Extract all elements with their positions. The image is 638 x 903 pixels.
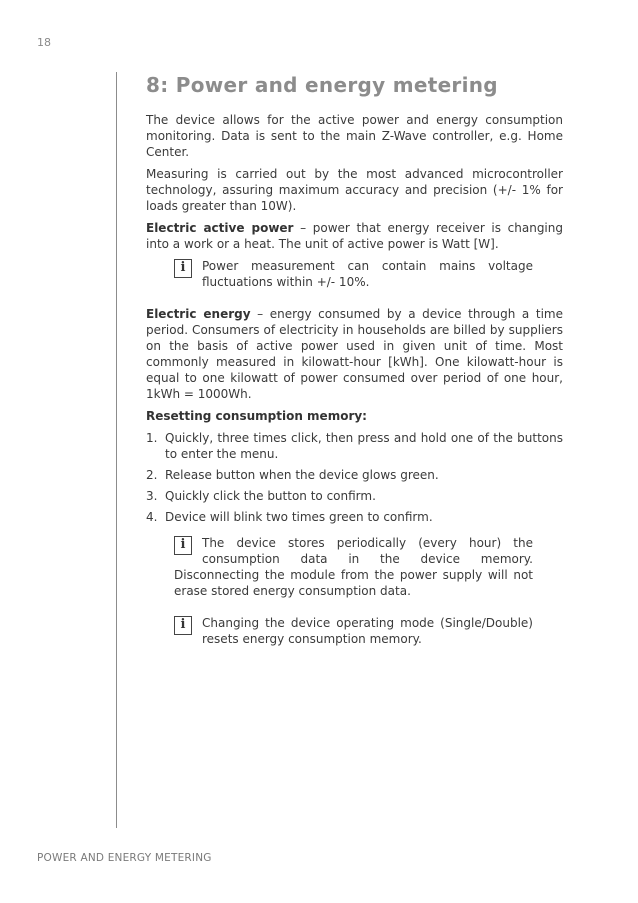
margin-rule	[116, 72, 117, 828]
reset-heading: Resetting consumption memory:	[146, 409, 367, 423]
step-text: Device will blink two times green to confirm.	[165, 510, 433, 524]
step-number: 4.	[146, 510, 158, 524]
energy-term: Electric energy	[146, 307, 251, 321]
step-text: Quickly, three times click, then press and hold one of the buttons to enter the menu.	[165, 431, 563, 461]
info-icon: i	[174, 259, 192, 278]
reset-steps-list	[146, 430, 563, 525]
list-item	[146, 509, 563, 525]
step-text: Quickly click the button to confirm.	[165, 489, 376, 503]
intro-paragraph: The device allows for the active power and energy consumption monitoring. Data is sent to the main Z-Wave controller, e.g. Home Center.	[146, 113, 563, 159]
step-number: 2.	[146, 468, 158, 482]
step-text: Release button when the device glows green.	[165, 468, 439, 482]
list-item	[146, 467, 563, 483]
info-note-voltage	[174, 258, 533, 290]
measuring-paragraph: Measuring is carried out by the most advanced microcontroller technology, assuring maximum accuracy and precision (+/- 1% for loads greater than 10W).	[146, 167, 563, 213]
info-icon: i	[174, 536, 192, 555]
section-content	[146, 72, 563, 663]
energy-paragraph	[146, 306, 563, 402]
list-item	[146, 488, 563, 504]
step-number: 3.	[146, 489, 158, 503]
section-title: 8: Power and energy metering	[146, 73, 498, 97]
step-number: 1.	[146, 431, 158, 445]
info-note-text: Changing the device operating mode (Single/Double) resets energy consumption memory.	[202, 616, 533, 646]
info-note-storage	[174, 535, 533, 599]
info-note-text: The device stores periodically (every hour) the consumption data in the device memory. Disconnecting the module from the power supply will not erase stored energy consumption data.	[174, 536, 533, 598]
active-power-paragraph	[146, 220, 563, 252]
page-footer: POWER AND ENERGY METERING	[37, 852, 212, 864]
info-note-text: Power measurement can contain mains voltage fluctuations within +/- 10%.	[202, 259, 533, 289]
energy-text: – energy consumed by a device through a time period. Consumers of electricity in households are billed by suppliers on the basis of active power used in given unit of time. Most commonly measured in kilowatt-hour [kWh]. One kilowatt-hour is equal to one kilowatt of power consumed over period of one hour, 1kWh = 1000Wh.	[146, 307, 563, 401]
active-power-text: – power that energy receiver is changing into a work or a heat. The unit of active power is Watt [W].	[146, 221, 563, 251]
list-item	[146, 430, 563, 462]
info-note-mode	[174, 615, 533, 647]
active-power-term: Electric active power	[146, 221, 294, 235]
info-icon: i	[174, 616, 192, 635]
page-number: 18	[37, 36, 51, 49]
